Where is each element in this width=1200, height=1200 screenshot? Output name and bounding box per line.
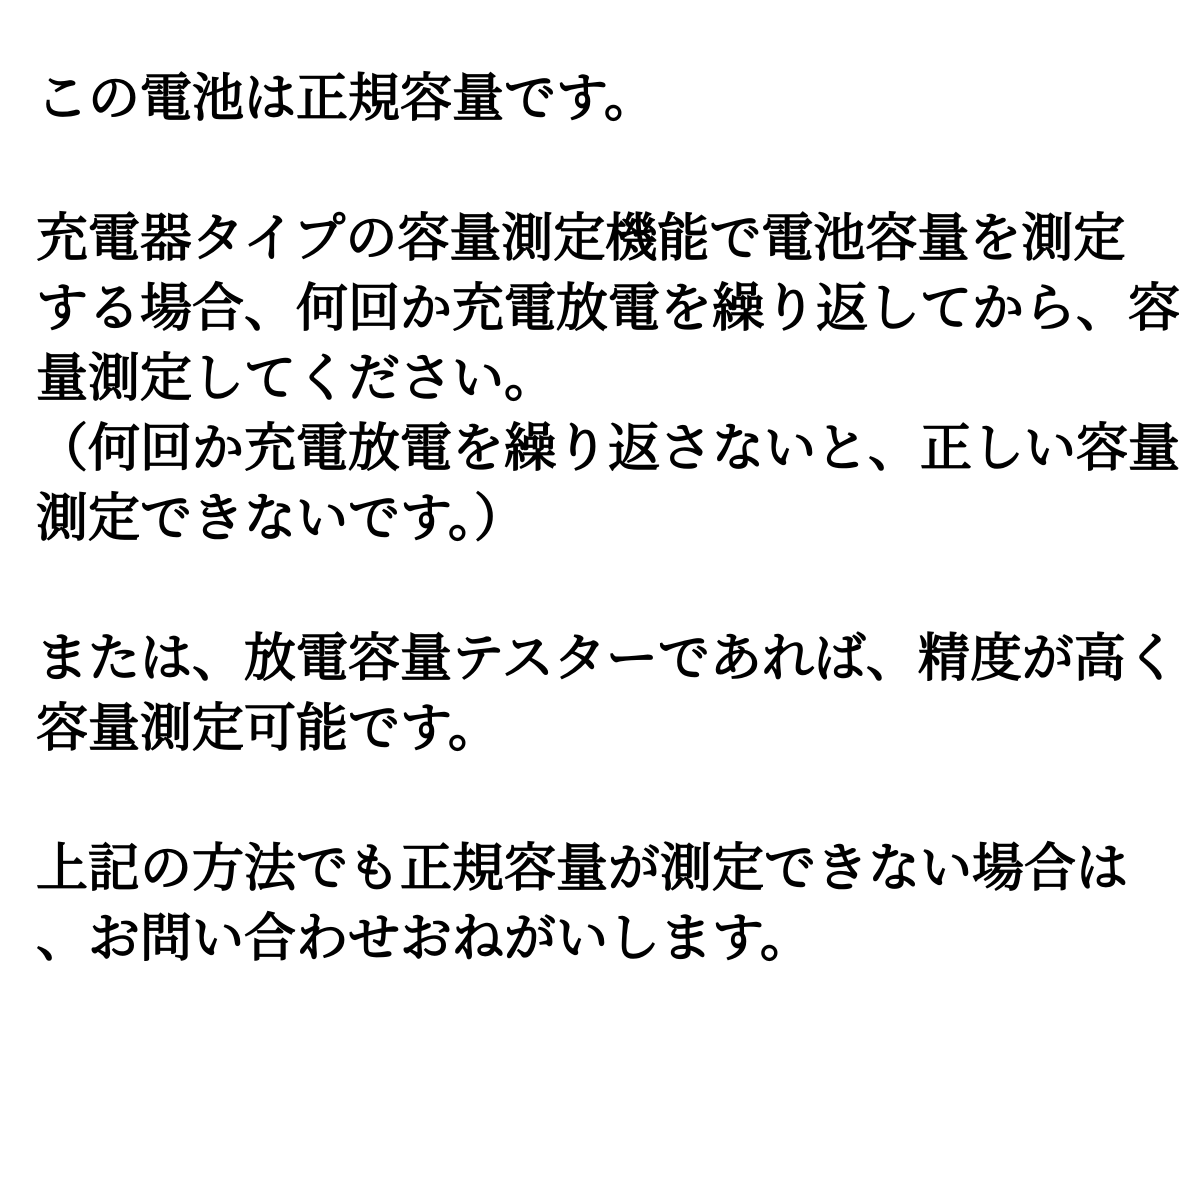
text-line: する場合、何回か充電放電を繰り返してから、容 bbox=[36, 280, 1181, 338]
paragraph-contact-request bbox=[36, 834, 1180, 974]
paragraph-charger-measurement-instructions bbox=[36, 204, 1180, 554]
text-line: 、お問い合わせおねがいします。 bbox=[36, 910, 812, 968]
text-line: （何回か充電放電を繰り返さないと、正しい容量 bbox=[36, 420, 1181, 478]
text-line: または、放電容量テスターであれば、精度が高く bbox=[36, 630, 1178, 688]
text-line: 上記の方法でも正規容量が測定できない場合は bbox=[36, 840, 1129, 898]
paragraph-capacity-statement bbox=[36, 64, 1180, 134]
text-line: 量測定してください。 bbox=[36, 350, 557, 408]
paragraph-discharge-tester-note bbox=[36, 624, 1180, 764]
battery-capacity-notice bbox=[36, 64, 1180, 1044]
text-line: 測定できないです。） bbox=[36, 490, 526, 548]
text-line: この電池は正規容量です。 bbox=[36, 70, 656, 128]
text-line: 容量測定可能です。 bbox=[36, 700, 500, 758]
text-line: 充電器タイプの容量測定機能で電池容量を測定 bbox=[36, 210, 1126, 268]
